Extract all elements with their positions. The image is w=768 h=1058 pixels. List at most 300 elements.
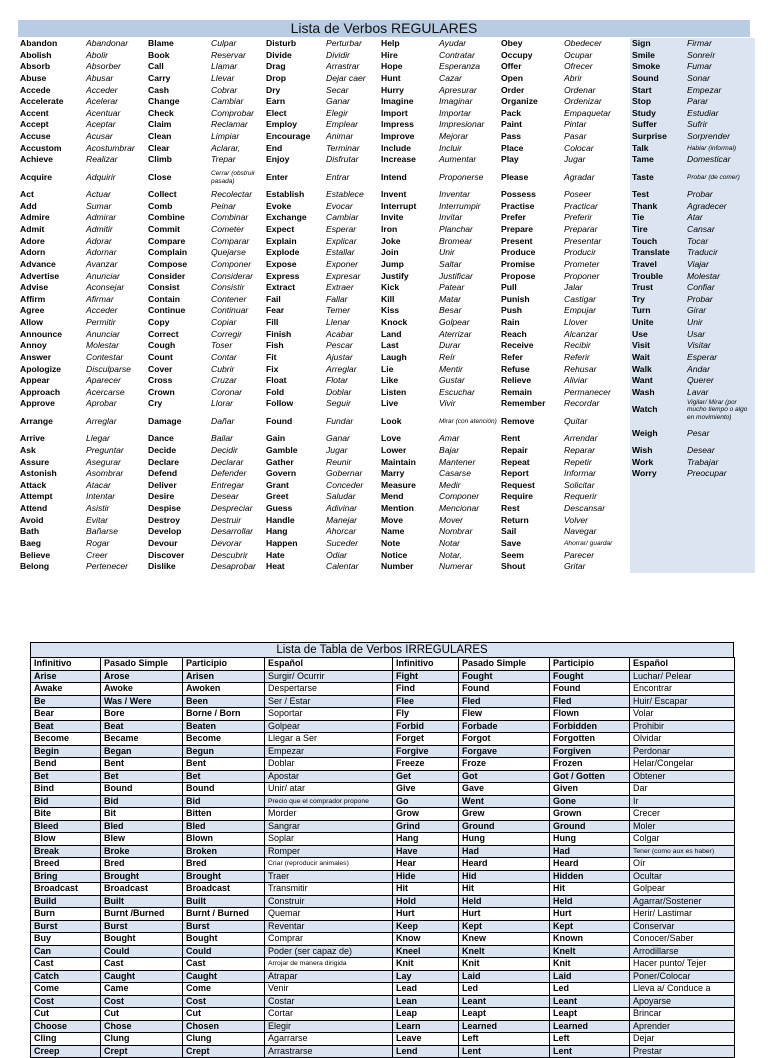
regular-verb-english: Impress xyxy=(381,119,414,130)
regular-verb-spanish: Aceptar xyxy=(86,119,116,130)
irregular-verb-form: Held xyxy=(550,895,630,908)
regular-verb-spanish: Pasar xyxy=(564,131,587,141)
regular-verb-spanish: Declarar xyxy=(211,456,244,467)
regular-verb-spanish: Aprobar xyxy=(86,398,117,409)
regular-verb-english: Found xyxy=(266,416,293,426)
regular-verb-english: Climb xyxy=(148,154,172,165)
regular-verb-english: Dislike xyxy=(148,561,176,572)
irregular-verb-spanish: Arrastrarse xyxy=(265,1045,393,1058)
regular-verb-english: Increase xyxy=(381,154,416,165)
regular-verb-english: Destroy xyxy=(148,514,180,525)
regular-verb-english: Allow xyxy=(20,317,43,327)
regular-verb-spanish: Ordenar xyxy=(564,84,596,95)
irregular-verb-form: Knit xyxy=(393,958,459,971)
regular-verb-spanish: Consistir xyxy=(211,282,245,293)
regular-verb-english: Smoke xyxy=(632,61,661,72)
regular-verb-spanish: Contestar xyxy=(86,351,124,362)
regular-verb-english: Copy xyxy=(148,317,170,327)
irregular-verb-spanish: Arrojar de manera dirigida xyxy=(265,958,393,971)
regular-verb-spanish: Presentar xyxy=(564,235,602,246)
regular-verb-english: Compose xyxy=(148,258,188,269)
regular-verb-english: Attempt xyxy=(20,491,53,502)
regular-verb-spanish: Mejorar xyxy=(439,131,469,141)
regular-verb-english: Like xyxy=(381,375,399,386)
regular-verb-english: Imagine xyxy=(381,96,414,107)
regular-verb-spanish: Cazar xyxy=(439,72,462,83)
regular-verb-spanish: Creer xyxy=(86,549,108,560)
irregular-verb-form: Bitten xyxy=(183,808,265,821)
irregular-verb-form: Bit xyxy=(101,808,183,821)
regular-verb-spanish: Temer xyxy=(326,305,351,316)
regular-verb-spanish: Dejar caer xyxy=(326,72,366,83)
regular-verb-english: Obey xyxy=(501,38,523,48)
regular-verb-spanish: Ganar xyxy=(326,96,350,107)
irregular-verb-form: Caught xyxy=(183,970,265,983)
regular-english-column xyxy=(146,38,209,573)
irregular-verb-form: Fought xyxy=(550,670,630,683)
irregular-verb-spanish: Obtener xyxy=(630,770,735,783)
regular-english-column xyxy=(499,38,562,573)
regular-verb-english: Call xyxy=(148,61,164,72)
regular-verb-spanish: Odiar xyxy=(326,549,348,560)
irregular-verb-row xyxy=(31,983,735,996)
irregular-verb-form: Knit xyxy=(459,958,550,971)
irregular-verb-form: Freeze xyxy=(393,758,459,771)
regular-verb-english: Advance xyxy=(20,258,56,269)
regular-verb-spanish: Fumar xyxy=(687,61,712,72)
regular-verb-english: Intend xyxy=(381,171,407,182)
regular-verb-spanish: Reunir xyxy=(326,456,352,467)
regular-verb-spanish: Desarrollar xyxy=(211,526,254,537)
regular-verb-english: Last xyxy=(381,340,399,351)
irregular-verb-form: Got / Gotten xyxy=(550,770,630,783)
irregular-verb-form: Cost xyxy=(101,995,183,1008)
regular-verb-english: Marry xyxy=(381,468,405,479)
regular-verb-spanish: Mover xyxy=(439,514,463,525)
regular-verb-spanish: Asegurar xyxy=(86,456,121,467)
irregular-column-header: Participio xyxy=(550,658,630,671)
irregular-verb-form: Cut xyxy=(183,1008,265,1021)
regular-verb-spanish: Sonreír xyxy=(687,49,716,60)
regular-verb-english: Accuse xyxy=(20,131,51,141)
regular-verb-spanish: Pintar xyxy=(564,119,587,130)
irregular-verb-form: Had xyxy=(550,845,630,858)
irregular-verb-form: Awoke xyxy=(101,683,183,696)
regular-verb-spanish: Volver xyxy=(564,514,589,525)
regular-english-column xyxy=(18,38,84,573)
regular-verb-english: Govern xyxy=(266,468,297,479)
regular-verb-english: Order xyxy=(501,84,525,95)
regular-verb-spanish: Obedecer xyxy=(564,38,602,48)
irregular-verb-spanish: Golpear xyxy=(265,720,393,733)
irregular-verb-form: Build xyxy=(31,895,101,908)
irregular-verb-form: Bound xyxy=(101,783,183,796)
regular-verb-spanish: Agradar xyxy=(564,171,595,182)
irregular-verb-row xyxy=(31,708,735,721)
irregular-verb-form: Learned xyxy=(459,1020,550,1033)
regular-verb-english: Mention xyxy=(381,503,414,513)
irregular-verb-spanish: Luchar/ Pelear xyxy=(630,670,735,683)
regular-verb-spanish: Flotar xyxy=(326,375,348,386)
irregular-verb-form: Cut xyxy=(31,1008,101,1021)
regular-verb-spanish: Fundar xyxy=(326,416,354,426)
irregular-verb-form: Been xyxy=(183,695,265,708)
irregular-verb-form: Can xyxy=(31,945,101,958)
irregular-column-header: Pasado Simple xyxy=(459,658,550,671)
irregular-verb-row xyxy=(31,783,735,796)
irregular-verb-spanish: Prohibir xyxy=(630,720,735,733)
regular-verb-spanish: Querer xyxy=(687,375,714,386)
regular-verb-english: Promise xyxy=(501,258,535,269)
irregular-verb-row xyxy=(31,808,735,821)
regular-verb-english: Pack xyxy=(501,107,522,118)
irregular-verb-spanish: Volar xyxy=(630,708,735,721)
regular-verb-english: Accede xyxy=(20,84,51,95)
irregular-verb-form: Beat xyxy=(101,720,183,733)
regular-verb-spanish: Cubrir xyxy=(211,363,235,374)
regular-verb-english: Tame xyxy=(632,154,654,165)
irregular-verb-form: Left xyxy=(459,1033,550,1046)
irregular-verb-form: Bet xyxy=(101,770,183,783)
irregular-verb-spanish: Precio que el comprador propone xyxy=(265,795,393,808)
regular-verb-spanish: Notar, xyxy=(439,549,462,560)
irregular-verb-form: Broke xyxy=(101,845,183,858)
regular-verb-english: Organize xyxy=(501,96,538,107)
regular-verb-english: Accept xyxy=(20,119,49,130)
regular-verb-english: Hurry xyxy=(381,84,404,95)
regular-verb-spanish: Arrendar xyxy=(564,433,598,444)
regular-verb-english: Tie xyxy=(632,212,645,223)
regular-verb-english: Offer xyxy=(501,61,522,72)
regular-verb-english: Guess xyxy=(266,503,293,513)
regular-verb-english: Shout xyxy=(501,561,526,572)
irregular-verb-spanish: Golpear xyxy=(630,883,735,896)
regular-verb-spanish: Jugar xyxy=(564,154,586,165)
regular-verb-spanish: Realizar xyxy=(86,154,118,165)
irregular-verb-spanish: Ser / Estar xyxy=(265,695,393,708)
regular-verb-spanish: Desear xyxy=(211,491,239,502)
irregular-verb-form: Forgive xyxy=(393,745,459,758)
regular-verb-english: Admit xyxy=(20,224,45,234)
regular-verb-spanish: Descansar xyxy=(564,503,606,513)
irregular-verb-form: Awake xyxy=(31,683,101,696)
irregular-column-header: Infinitivo xyxy=(31,658,101,671)
regular-verb-spanish: Apresurar xyxy=(439,84,477,95)
regular-verb-spanish: Extraer xyxy=(326,282,354,293)
regular-verb-spanish: Preguntar xyxy=(86,444,124,455)
irregular-verb-form: Fight xyxy=(393,670,459,683)
irregular-verb-form: Bought xyxy=(183,933,265,946)
regular-verb-english: Affirm xyxy=(20,293,46,304)
regular-verb-spanish: Probar xyxy=(687,293,713,304)
regular-verb-english: Drop xyxy=(266,72,287,83)
regular-verb-spanish: Entregar xyxy=(211,479,244,490)
regular-verb-spanish: Nombrar xyxy=(439,526,473,537)
regular-verb-spanish: Reír xyxy=(439,351,456,362)
regular-verb-spanish: Ajustar xyxy=(326,351,353,362)
irregular-verb-form: Went xyxy=(459,795,550,808)
regular-verb-english: Surprise xyxy=(632,131,667,141)
irregular-verb-spanish: Morder xyxy=(265,808,393,821)
irregular-verb-form: Lent xyxy=(459,1045,550,1058)
regular-verb-spanish: Numerar xyxy=(439,561,473,572)
regular-verb-english: Correct xyxy=(148,328,179,339)
irregular-verb-row xyxy=(31,758,735,771)
regular-verb-english: Follow xyxy=(266,398,294,409)
regular-verb-spanish: Actuar xyxy=(86,189,111,200)
regular-verb-spanish: Adquirir xyxy=(86,171,116,182)
regular-verb-spanish: Llenar xyxy=(326,317,350,327)
regular-verb-spanish: Jugar xyxy=(326,444,348,455)
regular-verb-english: Receive xyxy=(501,340,534,351)
irregular-verb-form: Bled xyxy=(183,820,265,833)
irregular-verb-form: Hear xyxy=(393,858,459,871)
irregular-verb-form: Cast xyxy=(31,958,101,971)
regular-verb-english: Attend xyxy=(20,503,48,513)
regular-verb-spanish: Ayudar xyxy=(439,38,467,48)
regular-verb-spanish: Medir xyxy=(439,479,461,490)
regular-verb-english: Wash xyxy=(632,386,655,397)
regular-verb-spanish: Castigar xyxy=(564,293,596,304)
irregular-verb-form: Froze xyxy=(459,758,550,771)
regular-verb-english: Approach xyxy=(20,386,61,397)
regular-verb-spanish: Cometer xyxy=(211,224,244,234)
regular-verb-english: Act xyxy=(20,189,34,200)
regular-verb-english: Handle xyxy=(266,514,295,525)
regular-verb-english: Elect xyxy=(266,107,287,118)
irregular-verb-form: Forgave xyxy=(459,745,550,758)
regular-verb-spanish: Repetir xyxy=(564,456,592,467)
irregular-verb-form: Hang xyxy=(393,833,459,846)
regular-verb-english: Add xyxy=(20,200,37,211)
irregular-verb-form: Caught xyxy=(101,970,183,983)
regular-verb-english: Explode xyxy=(266,247,300,258)
irregular-verb-form: Lend xyxy=(393,1045,459,1058)
irregular-verb-form: Forgot xyxy=(459,733,550,746)
irregular-verb-form: Cost xyxy=(183,995,265,1008)
regular-verb-english: Approve xyxy=(20,398,55,409)
regular-verb-english: Check xyxy=(148,107,174,118)
irregular-verb-form: Breed xyxy=(31,858,101,871)
irregular-verb-form: Hidden xyxy=(550,870,630,883)
irregular-verb-form: Fly xyxy=(393,708,459,721)
irregular-verb-form: Cling xyxy=(31,1033,101,1046)
irregular-verb-form: Lay xyxy=(393,970,459,983)
irregular-verb-form: Awoken xyxy=(183,683,265,696)
regular-verb-spanish: Expresar xyxy=(326,270,361,281)
irregular-verb-form: Leapt xyxy=(550,1008,630,1021)
regular-verb-english: Taste xyxy=(632,171,654,182)
irregular-verb-form: Hit xyxy=(393,883,459,896)
regular-verb-english: Encourage xyxy=(266,131,311,141)
irregular-verb-spanish: Reventar xyxy=(265,920,393,933)
regular-verb-english: Want xyxy=(632,375,653,386)
regular-verb-english: Suffer xyxy=(632,119,657,130)
regular-verb-spanish: Gobernar xyxy=(326,468,363,479)
regular-verb-spanish: Recibir xyxy=(564,340,591,351)
regular-verb-english: Extract xyxy=(266,282,296,293)
irregular-verb-form: Become xyxy=(183,733,265,746)
regular-verb-spanish: Informar xyxy=(564,468,596,479)
regular-verb-english: Prepare xyxy=(501,224,534,234)
irregular-verb-form: Bet xyxy=(183,770,265,783)
regular-verb-spanish: Despreciar xyxy=(211,503,253,513)
irregular-verb-spanish: Arrodillarse xyxy=(630,945,735,958)
regular-verb-english: Help xyxy=(381,38,400,48)
irregular-verb-form: Gave xyxy=(459,783,550,796)
regular-verb-english: Invent xyxy=(381,189,407,200)
irregular-verb-form: Could xyxy=(101,945,183,958)
regular-verb-spanish: Copiar xyxy=(211,317,237,327)
regular-verb-english: Collect xyxy=(148,189,177,200)
regular-verb-spanish: Llover xyxy=(564,317,588,327)
regular-verb-english: Close xyxy=(148,171,172,182)
regular-verb-spanish: Suceder xyxy=(326,537,359,548)
regular-verb-spanish: Cambiar xyxy=(326,212,359,223)
irregular-verb-form: Blew xyxy=(101,833,183,846)
regular-verb-english: Despise xyxy=(148,503,181,513)
irregular-verb-spanish: Helar/Congelar xyxy=(630,758,735,771)
regular-verb-english: Paint xyxy=(501,119,523,130)
irregular-header-row xyxy=(31,658,735,671)
regular-verb-english: Greet xyxy=(266,491,289,502)
regular-verb-english: Remember xyxy=(501,398,546,409)
regular-verb-spanish: Aclarar, xyxy=(211,142,241,153)
regular-verb-english: Translate xyxy=(632,247,670,258)
regular-verb-english: Pass xyxy=(501,131,522,141)
irregular-verb-form: Forgiven xyxy=(550,745,630,758)
irregular-verb-form: Lent xyxy=(550,1045,630,1058)
regular-verb-english: Laugh xyxy=(381,351,407,362)
regular-verb-english: Arrive xyxy=(20,433,45,444)
regular-verb-english: Fill xyxy=(266,317,279,327)
regular-verb-english: Lower xyxy=(381,444,407,455)
regular-verb-spanish: Considerar xyxy=(211,270,254,281)
regular-verb-english: Punish xyxy=(501,293,530,304)
regular-verb-english: Turn xyxy=(632,305,651,316)
regular-verb-spanish: Desaprobar xyxy=(211,561,256,572)
regular-verb-english: Land xyxy=(381,328,402,339)
regular-verb-spanish: Durar xyxy=(439,340,461,351)
regular-verb-spanish: Casarse xyxy=(439,468,471,479)
irregular-verb-spanish: Elegir xyxy=(265,1020,393,1033)
regular-verb-spanish: Componer xyxy=(439,491,480,502)
irregular-verb-form: Flew xyxy=(459,708,550,721)
irregular-verb-form: Chose xyxy=(101,1020,183,1033)
regular-verb-english: Fear xyxy=(266,305,285,316)
regular-verb-english: Touch xyxy=(632,235,658,246)
regular-verb-spanish: Mentir xyxy=(439,363,463,374)
regular-verb-spanish: Calentar xyxy=(326,561,359,572)
irregular-verb-form: Grew xyxy=(459,808,550,821)
irregular-verb-row xyxy=(31,683,735,696)
irregular-verb-form: Bore xyxy=(101,708,183,721)
regular-verb-spanish: Empezar xyxy=(687,84,722,95)
regular-verb-english: Prefer xyxy=(501,212,526,223)
irregular-verb-form: Bear xyxy=(31,708,101,721)
irregular-verb-form: Arisen xyxy=(183,670,265,683)
regular-verb-english: Expose xyxy=(266,258,297,269)
irregular-verb-spanish: Construir xyxy=(265,895,393,908)
regular-verb-english: Enjoy xyxy=(266,154,290,165)
regular-verb-spanish: Probar xyxy=(687,189,713,200)
regular-verb-english: Count xyxy=(148,351,173,362)
irregular-verb-spanish: Tener (como aux es haber) xyxy=(630,845,735,858)
regular-verb-spanish: Fallar xyxy=(326,293,348,304)
irregular-verb-form: Beat xyxy=(31,720,101,733)
irregular-verb-spanish: Apoyarse xyxy=(630,995,735,1008)
irregular-verb-form: Led xyxy=(550,983,630,996)
regular-verb-english: Jump xyxy=(381,258,404,269)
regular-verb-english: Astonish xyxy=(20,468,57,479)
irregular-verbs-table xyxy=(30,657,735,1058)
irregular-verb-row xyxy=(31,745,735,758)
regular-verb-english: Return xyxy=(501,514,529,525)
regular-verb-spanish: Doblar xyxy=(326,386,352,397)
regular-verb-spanish: Permanecer xyxy=(564,386,611,397)
regular-verb-english: Claim xyxy=(148,119,172,130)
irregular-verb-row xyxy=(31,895,735,908)
irregular-verb-spanish: Crecer xyxy=(630,808,735,821)
regular-verb-english: Fold xyxy=(266,386,285,397)
irregular-verb-form: Knelt xyxy=(459,945,550,958)
regular-verb-english: Combine xyxy=(148,212,185,223)
regular-verb-english: Move xyxy=(381,514,403,525)
regular-verb-spanish: Requerir xyxy=(564,491,597,502)
irregular-verb-row xyxy=(31,733,735,746)
regular-spanish-column xyxy=(209,38,264,573)
regular-verb-english: Play xyxy=(501,154,519,165)
irregular-verb-row xyxy=(31,833,735,846)
regular-verb-english: Tire xyxy=(632,224,648,234)
irregular-verb-form: Ground xyxy=(550,820,630,833)
regular-verb-spanish: Gustar xyxy=(439,375,465,386)
regular-verb-english: Kill xyxy=(381,293,395,304)
regular-verb-english: Express xyxy=(266,270,300,281)
regular-verb-english: Worry xyxy=(632,468,657,479)
regular-verb-english: Believe xyxy=(20,549,51,560)
regular-verb-english: Hope xyxy=(381,61,403,72)
regular-verb-english: Belong xyxy=(20,561,50,572)
regular-verb-spanish: Usar xyxy=(687,328,706,339)
regular-verb-english: Kick xyxy=(381,282,400,293)
irregular-verb-spanish: Hacer punto/ Tejer xyxy=(630,958,735,971)
regular-verb-spanish: Gritar xyxy=(564,561,586,572)
regular-verb-spanish: Girar xyxy=(687,305,707,316)
regular-verb-english: Rent xyxy=(501,433,521,444)
irregular-verb-form: Bid xyxy=(183,795,265,808)
regular-verb-spanish: Abusar xyxy=(86,72,114,83)
irregular-verb-spanish: Oír xyxy=(630,858,735,871)
regular-verb-spanish: Terminar xyxy=(326,142,360,153)
regular-verb-spanish: Contratar xyxy=(439,49,475,60)
regular-verb-spanish: Acostumbrar xyxy=(86,142,135,153)
regular-verb-spanish: Defender xyxy=(211,468,247,479)
regular-verb-english: Repair xyxy=(501,444,528,455)
regular-verb-english: Look xyxy=(381,416,402,426)
irregular-verb-spanish: Brincar xyxy=(630,1008,735,1021)
regular-verb-spanish: Solicitar xyxy=(564,479,595,490)
irregular-verb-form: Built xyxy=(183,895,265,908)
irregular-verb-form: Flee xyxy=(393,695,459,708)
regular-verb-spanish: Mencionar xyxy=(439,503,480,513)
regular-verb-english: Joke xyxy=(381,235,401,246)
regular-verb-spanish: Decidir xyxy=(211,444,238,455)
regular-verb-english: Float xyxy=(266,375,287,386)
regular-verb-spanish: Animar xyxy=(326,131,354,141)
regular-verb-english: Sign xyxy=(632,38,651,48)
regular-verb-english: Employ xyxy=(266,119,298,130)
